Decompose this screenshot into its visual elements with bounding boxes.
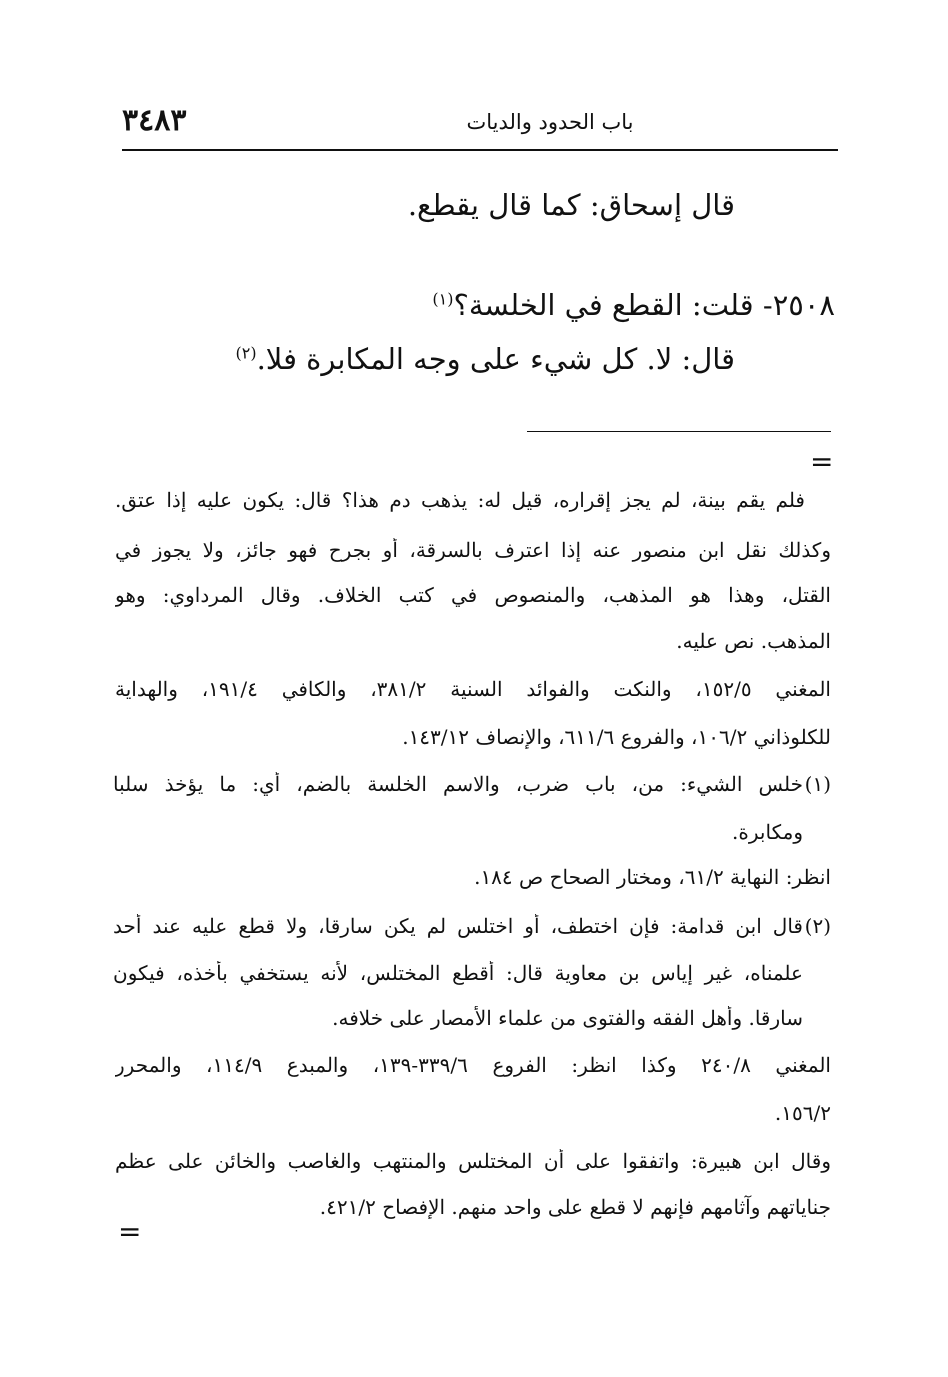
footnote-ref-2: (٢) xyxy=(235,343,257,363)
footnote-2-line-1: قال ابن قدامة: فإن اختطف، أو اختلس لم يكن سارقا، ولا قطع عليه عند أحد xyxy=(113,914,803,938)
footnote-1-line-2: ومكابرة. xyxy=(732,820,803,844)
answer-text: قال: لا. كل شيء على وجه المكابرة فلا. xyxy=(256,342,735,376)
footnote-1-line-1: خلس الشيء: من، باب ضرب، والاسم الخلسة بالضم، أي: ما يؤخذ سلبا xyxy=(113,772,803,796)
footnote-2-refs-line-1: المغني ٢٤٠/٨ وكذا انظر: الفروع ٣٣٩/٦-١٣٩، والمبدع ١١٤/٩، والمحرر xyxy=(115,1053,831,1077)
continuation-mark-bottom: = xyxy=(118,1215,142,1248)
footnote-separator xyxy=(527,431,831,432)
footnote-ref-1: (١) xyxy=(432,289,454,309)
prev-footnote-line-1: فلم يقم بينة، لم يجز إقراره، قيل له: يذهب دم هذا؟ قال: يكون عليه إذا عتق. xyxy=(115,488,805,512)
header-rule xyxy=(122,149,838,151)
footnote-1-refs: انظر: النهاية ٦١/٢، ومختار الصحاح ص ١٨٤. xyxy=(474,865,831,889)
footnote-2-hubayra-line-2: جناياتهم وآثامهم فإنهم لا قطع على واحد منهم. الإفصاح ٤٢١/٢. xyxy=(319,1195,831,1219)
continuation-mark-top: = xyxy=(810,445,834,478)
issue-text: قلت: القطع في الخلسة؟ xyxy=(453,288,754,322)
issue-line xyxy=(432,288,835,322)
answer-line xyxy=(235,342,735,376)
footnote-2-line-3: سارقا. وأهل الفقه والفتوى من علماء الأمصار على خلافه. xyxy=(332,1006,803,1030)
prev-footnote-line-4: المذهب. نص عليه. xyxy=(676,629,831,653)
running-title: باب الحدود والديات xyxy=(466,110,634,134)
footnote-1-number: (١) xyxy=(804,772,831,796)
prev-footnote-line-2: وكذلك نقل ابن منصور عنه إذا اعترف بالسرقة، أو بجرح فهو جائز، ولا يجوز في xyxy=(115,538,831,562)
issue-number: ٢٥٠٨- xyxy=(762,288,835,322)
footnote-2-number: (٢) xyxy=(804,914,831,938)
footnote-2-refs-line-2: ١٥٦/٢. xyxy=(774,1101,831,1125)
prev-refs-line-1: المغني ١٥٢/٥، والنكت والفوائد السنية ٣٨١/٢، والكافي ١٩١/٤، والهداية xyxy=(115,677,831,701)
prev-refs-line-2: للكلوذاني ١٠٦/٢، والفروع ٦١١/٦، والإنصاف ١٤٣/١٢. xyxy=(402,725,831,749)
main-line-ishaq: قال إسحاق: كما قال يقطع. xyxy=(407,188,735,222)
footnote-2-hubayra-line-1: وقال ابن هبيرة: واتفقوا على أن المختلس والمنتهب والغاصب والخائن على عظم xyxy=(115,1149,831,1173)
footnote-2-line-2: علمناه، غير إياس بن معاوية قال: أقطع المختلس، لأنه يستخفي بأخذه، فيكون xyxy=(113,961,803,985)
prev-footnote-line-3: القتل، وهذا هو المذهب، والمنصوص في كتب الخلاف. وقال المرداوي: وهو xyxy=(115,583,831,607)
page-number: ٣٤٨٣ xyxy=(122,103,187,138)
